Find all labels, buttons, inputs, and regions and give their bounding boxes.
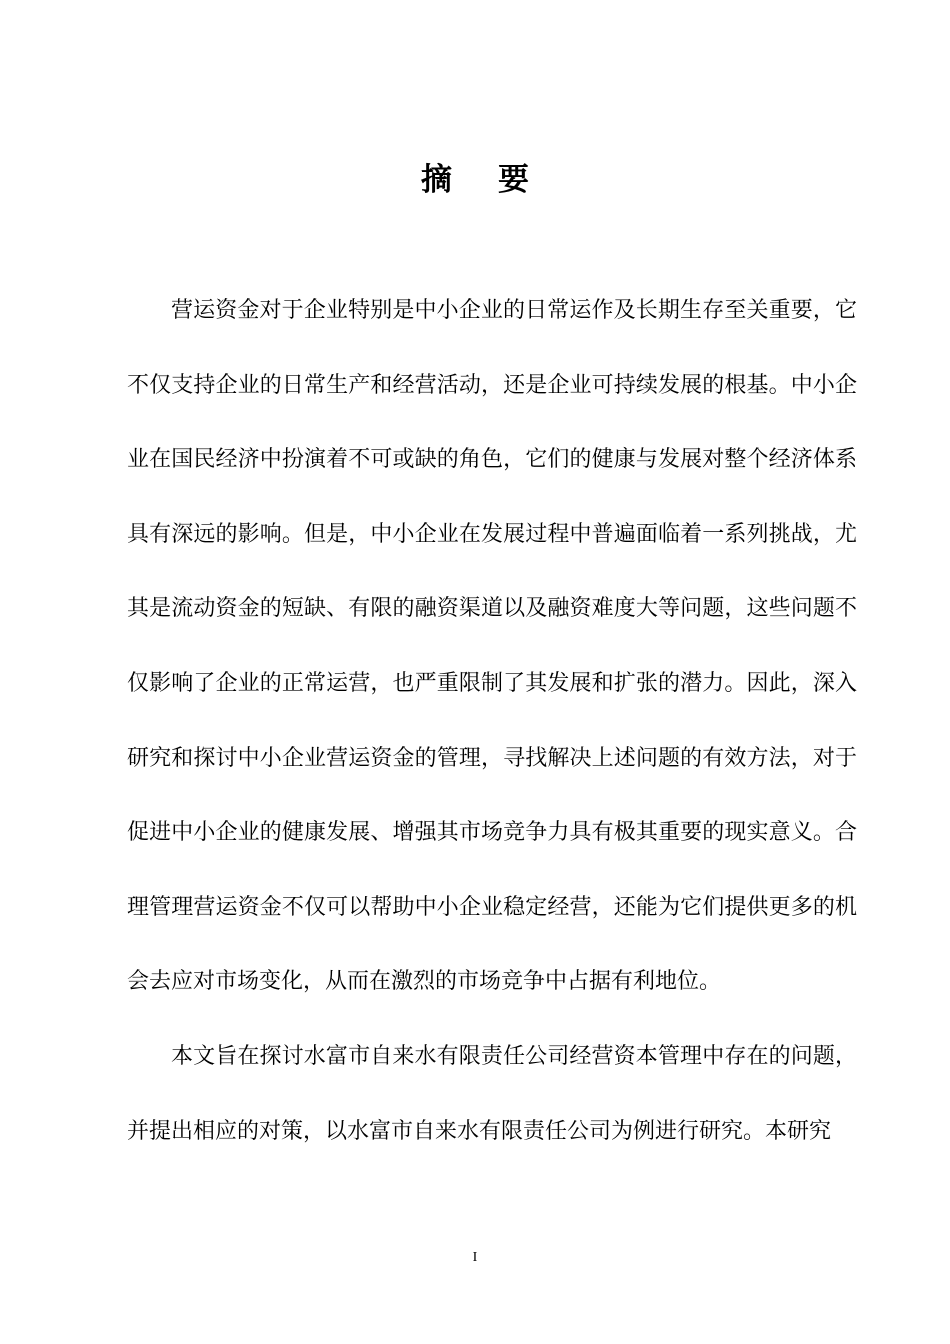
abstract-title <box>0 158 950 202</box>
abstract-paragraph-1: 营运资金对于企业特别是中小企业的日常运作及长期生存至关重要，它不仅支持企业的日常生产和经营活动，还是企业可持续发展的根基。中小企业在国民经济中扮演着不可或缺的角色，它们的健康与发展对整个经济体系具有深远的影响。但是，中小企业在发展过程中普遍面临着一系列挑战，尤其是流动资金的短缺、有限的融资渠道以及融资难度大等问题，这些问题不仅影响了企业的正常运营，也严重限制了其发展和扩张的潜力。因此，深入研究和探讨中小企业营运资金的管理，寻找解决上述问题的有效方法，对于促进中小企业的健康发展、增强其市场竞争力具有极其重要的现实意义。合理管理营运资金不仅可以帮助中小企业稳定经营，还能为它们提供更多的机会去应对市场变化，从而在激烈的市场竞争中占据有利地位。 <box>127 298 857 995</box>
abstract-title-char-2: 要 <box>498 162 529 198</box>
abstract-title-char-1: 摘 <box>421 162 452 198</box>
abstract-body <box>127 274 857 1169</box>
abstract-paragraph-2: 本文旨在探讨水富市自来水有限责任公司经营资本管理中存在的问题，并提出相应的对策，以水富市自来水有限责任公司为例进行研究。本研究 <box>127 1043 857 1144</box>
page-number: I <box>472 1250 478 1265</box>
